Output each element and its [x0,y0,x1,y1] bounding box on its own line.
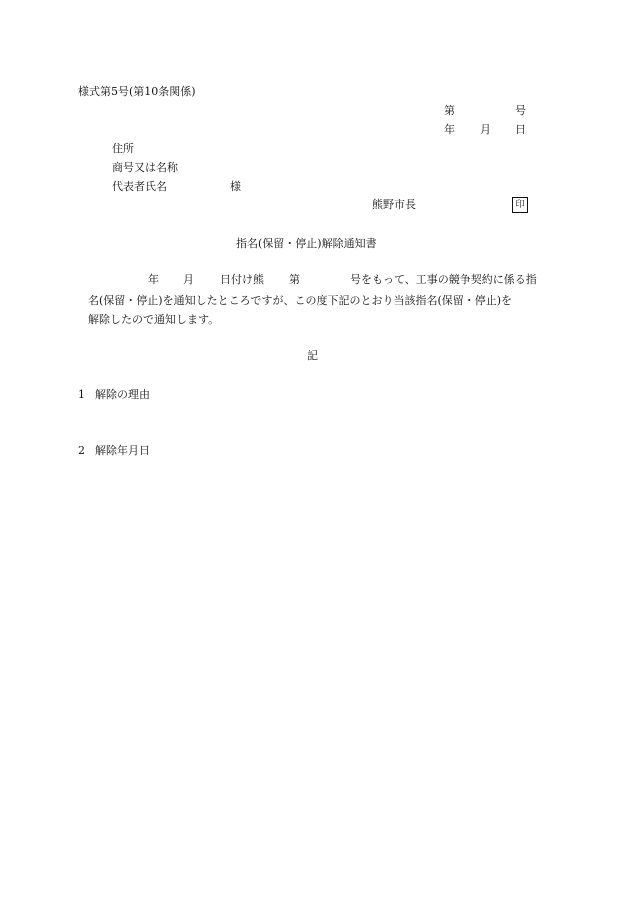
date-year: 年 [444,123,455,136]
recipient-address-label: 住所 [112,142,134,155]
body-dated: 日付け熊 [220,273,264,286]
item-number: 2 [78,444,85,457]
number-suffix: 号 [515,104,526,117]
item-label-reason: 解除の理由 [95,388,150,401]
body-line2: 名(保留・停止)を通知したところですが、この度下記のとおり当該指名(保留・停止)を [88,294,513,307]
date-month: 月 [480,123,491,136]
item-label-date: 解除年月日 [95,444,150,457]
number-prefix: 第 [444,104,455,117]
form-label: 様式第5号(第10条関係) [78,85,196,98]
body-number-prefix: 第 [289,273,300,286]
body-month: 月 [183,273,194,286]
seal-mark: 印 [512,197,528,213]
recipient-representative-label: 代表者氏名 [112,180,167,193]
issuer-title: 熊野市長 [372,198,416,211]
item-number: 1 [78,388,85,401]
recipient-company-label: 商号又は名称 [112,161,178,174]
document-title: 指名(保留・停止)解除通知書 [236,237,377,250]
body-year: 年 [148,273,159,286]
recipient-honorific: 様 [230,180,241,193]
body-line1-rest: 号をもって、工事の競争契約に係る指 [350,273,537,286]
date-day: 日 [515,123,526,136]
body-line3: 解除したので通知します。 [88,313,220,326]
ki-heading: 記 [307,349,318,362]
